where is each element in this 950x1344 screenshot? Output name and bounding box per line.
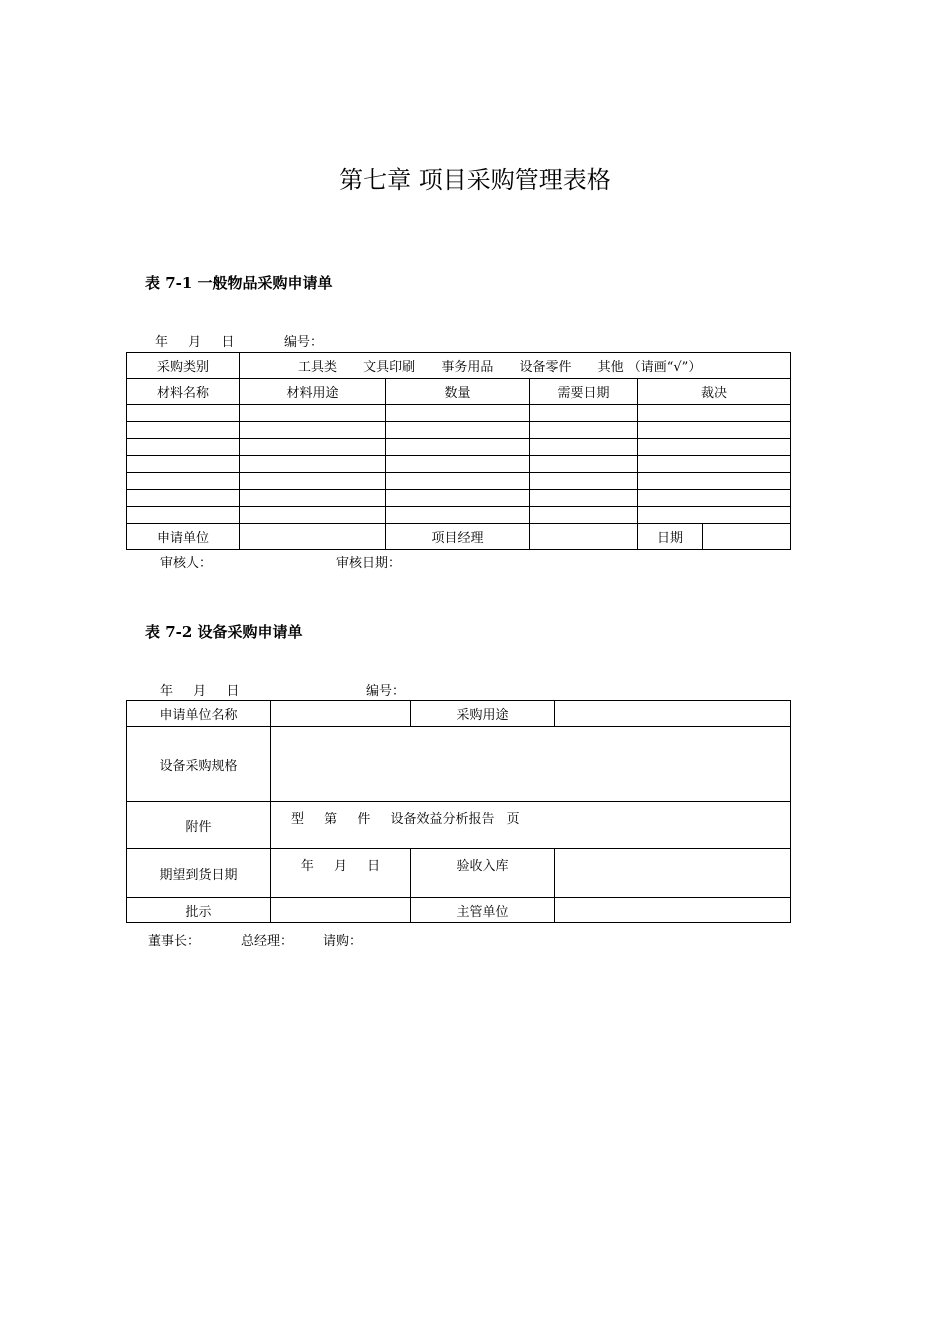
type-text: 型 [291, 812, 305, 827]
month-label: 月 [188, 335, 202, 350]
supervising-unit-field[interactable] [555, 898, 791, 923]
option-equipment-parts: 设备零件 [519, 360, 572, 375]
approval-field[interactable] [271, 898, 411, 923]
year-label: 年 [155, 335, 169, 350]
applicant-unit-name-label: 申请单位名称 [127, 701, 271, 727]
expected-date-field[interactable] [271, 849, 411, 898]
header-material-name: 材料名称 [127, 379, 240, 405]
applicant-unit-name-field[interactable] [271, 701, 411, 727]
no-text: 第 [324, 812, 338, 827]
month-label: 月 [193, 684, 207, 699]
project-manager-label: 项目经理 [386, 524, 530, 550]
option-office-supplies: 事务用品 [441, 360, 494, 375]
spec-label: 设备采购规格 [127, 727, 271, 802]
applicant-unit-label: 申请单位 [127, 524, 240, 550]
header-required-date: 需要日期 [530, 379, 638, 405]
header-quantity: 数量 [386, 379, 530, 405]
expected-date-label: 期望到货日期 [127, 849, 271, 898]
day-label: 日 [221, 335, 235, 350]
table-row [127, 422, 791, 439]
day-text: 日 [367, 859, 381, 874]
approval-label: 批示 [127, 898, 271, 923]
option-other: 其他 （请画“√”） [597, 360, 702, 375]
table1-date-line [155, 331, 234, 350]
option-tools: 工具类 [298, 360, 338, 375]
table1-number-label: 编号： [284, 335, 324, 350]
review-date-label: 审核日期： [336, 556, 402, 571]
category-options [240, 353, 791, 379]
table-row [127, 456, 791, 473]
table-row [127, 473, 791, 490]
general-manager-label: 总经理： [241, 934, 294, 949]
attachment-field[interactable] [271, 802, 791, 849]
supervising-unit-label: 主管单位 [411, 898, 555, 923]
pieces-text: 件 [357, 812, 371, 827]
category-label: 采购类别 [127, 353, 240, 379]
table-row [127, 405, 791, 422]
equipment-purchase-table [126, 700, 791, 923]
year-text: 年 [300, 859, 314, 874]
spec-field[interactable] [271, 727, 791, 802]
table2-number-label: 编号： [366, 684, 406, 699]
project-manager-field[interactable] [530, 524, 638, 550]
attachment-label: 附件 [127, 802, 271, 849]
date-field[interactable] [703, 524, 791, 550]
day-label: 日 [226, 684, 240, 699]
table-row [127, 490, 791, 507]
table1-caption: 表 7-1 一般物品采购申请单 [145, 274, 333, 292]
year-label: 年 [160, 684, 174, 699]
month-text: 月 [333, 859, 347, 874]
acceptance-label: 验收入库 [411, 849, 555, 898]
option-stationery: 文具印刷 [363, 360, 416, 375]
page-title: 第七章 项目采购管理表格 [339, 166, 611, 194]
table-row [127, 439, 791, 456]
table2-date-line [160, 680, 239, 699]
applicant-unit-field[interactable] [240, 524, 386, 550]
page-text: 页 [506, 812, 520, 827]
header-decision: 裁决 [638, 379, 791, 405]
purpose-field[interactable] [555, 701, 791, 727]
header-material-use: 材料用途 [240, 379, 386, 405]
table2-caption: 表 7-2 设备采购申请单 [145, 623, 303, 641]
report-text: 设备效益分析报告 [390, 812, 495, 827]
acceptance-field[interactable] [555, 849, 791, 898]
requester-label: 请购： [323, 934, 363, 949]
general-purchase-table [126, 352, 791, 550]
reviewer-label: 审核人： [160, 556, 213, 571]
date-label: 日期 [638, 524, 703, 550]
purpose-label: 采购用途 [411, 701, 555, 727]
chairman-label: 董事长： [148, 934, 201, 949]
table-row [127, 507, 791, 524]
